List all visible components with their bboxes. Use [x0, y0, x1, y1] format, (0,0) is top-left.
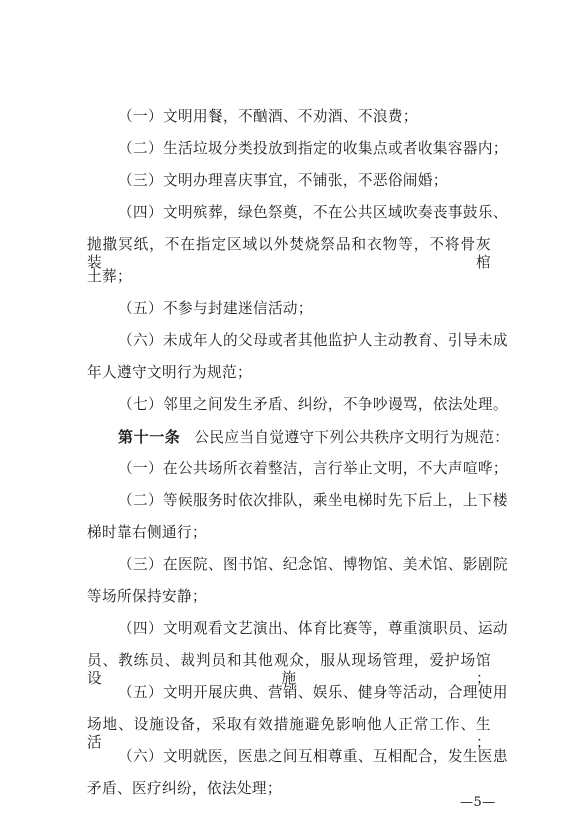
text-line: （六）文明就医，医患之间互相尊重、互相配合，发生医患: [118, 748, 508, 765]
text-line: （三）文明办理喜庆事宜，不铺张，不恶俗闹婚；: [118, 172, 448, 189]
text-line: 等场所保持安静；: [87, 588, 207, 605]
text-line: （一）在公共场所衣着整洁，言行举止文明，不大声喧哗；: [118, 460, 508, 477]
text-line: （六）未成年人的父母或者其他监护人主动教育、引导未成: [118, 332, 508, 349]
text-line: （五）文明开展庆典、营销、娱乐、健身等活动，合理使用: [118, 684, 508, 701]
text-line: 矛盾、医疗纠纷，依法处理；: [87, 780, 282, 797]
text-line: （三）在医院、图书馆、纪念馆、博物馆、美术馆、影剧院: [118, 556, 508, 573]
text-line: （二）生活垃圾分类投放到指定的收集点或者收集容器内；: [118, 140, 508, 157]
text-line: 土葬；: [87, 268, 132, 285]
text-line: （一）文明用餐，不酗酒、不劝酒、不浪费；: [118, 108, 418, 125]
text-line: （五）不参与封建迷信活动；: [118, 300, 313, 317]
text-line: 年人遵守文明行为规范；: [87, 364, 252, 381]
text-line: （七）邻里之间发生矛盾、纠纷，不争吵谩骂，依法处理。: [118, 396, 508, 413]
article-label: 第十一条: [118, 428, 181, 446]
text-line: 场地、设施设备，采取有效措施避免影响他人正常工作、生活；: [87, 716, 491, 751]
text-line: 员、教练员、裁判员和其他观众，服从现场管理，爱护场馆设施；: [87, 652, 491, 687]
article-paragraph: [118, 428, 509, 447]
text-line: 抛撒冥纸，不在指定区域以外焚烧祭品和衣物等，不将骨灰装棺: [87, 236, 491, 271]
text-line: （四）文明观看文艺演出、体育比赛等，尊重演职员、运动: [118, 620, 508, 637]
text-line: （四）文明殡葬，绿色祭奠，不在公共区域吹奏丧事鼓乐、: [118, 204, 508, 221]
page-number: —5—: [460, 795, 496, 810]
text-line: （二）等候服务时依次排队，乘坐电梯时先下后上，上下楼: [118, 492, 508, 509]
text-line: 梯时靠右侧通行；: [87, 524, 207, 541]
article-text: 公民应当自觉遵守下列公共秩序文明行为规范：: [194, 429, 510, 446]
